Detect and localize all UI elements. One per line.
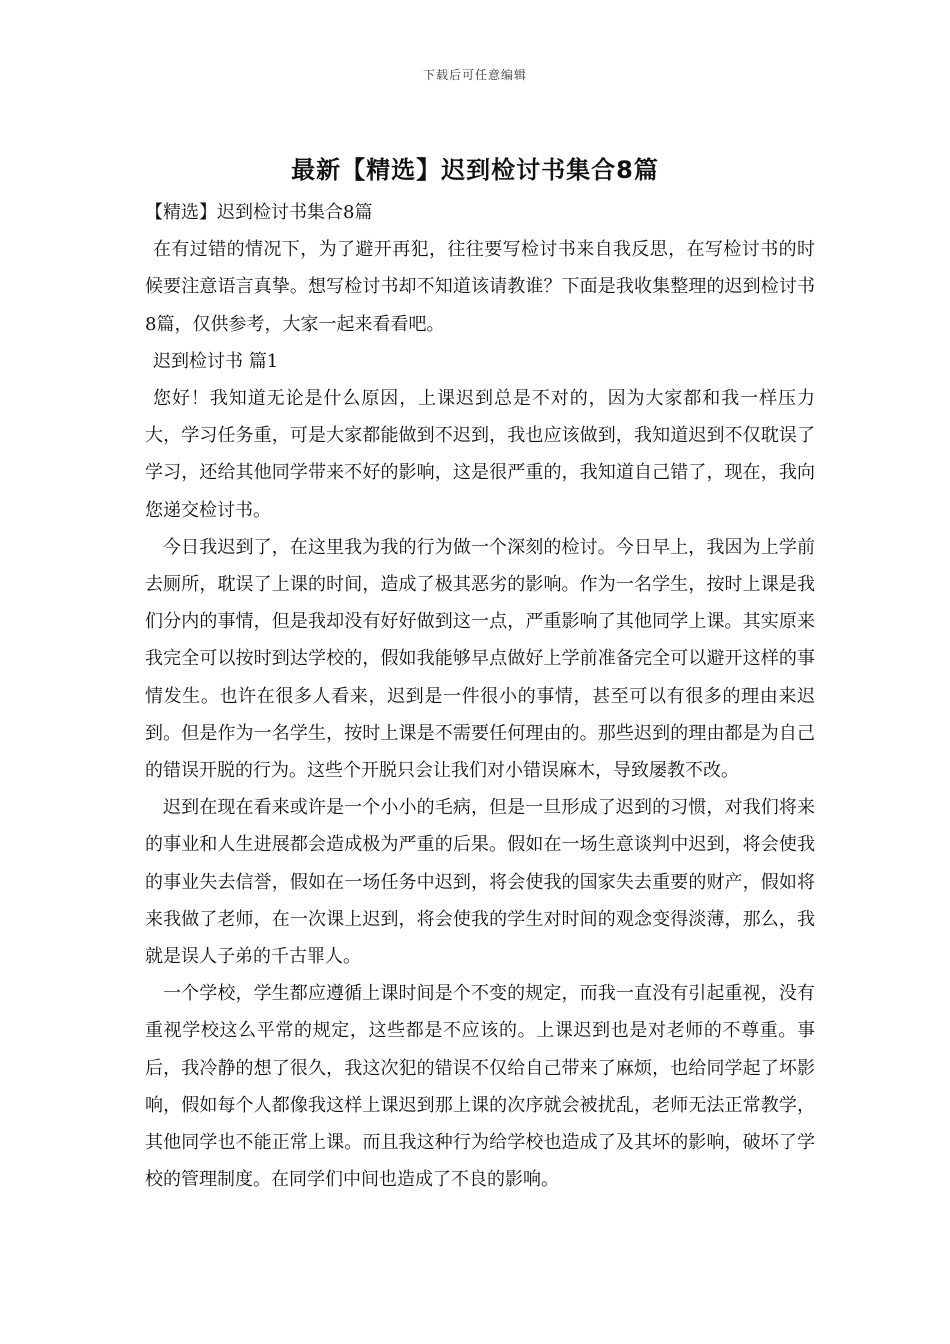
- subtitle-line: 【精选】迟到检讨书集合8篇: [145, 202, 373, 223]
- body-paragraph: 迟到在现在看来或许是一个小小的毛病，但是一旦形成了迟到的习惯，对我们将来的事业和人生进展都会造成极为严重的后果。假如在一场生意谈判中迟到，将会使我的事业失去信誉，假如在一场任务中迟到，将会使我的国家失去重要的财产，假如将来我做了老师，在一次课上迟到，将会使我的学生对时间的观念变得淡薄，那么，我就是误人子弟的千古罪人。: [145, 797, 815, 968]
- intro-paragraph: 在有过错的情况下，为了避开再犯，往往要写检讨书来自我反思，在写检讨书的时候要注意语言真挚。想写检讨书却不知道该请教谁？下面是我收集整理的迟到检讨书8篇，仅供参考，大家一起来看看吧。: [145, 239, 815, 335]
- document-body: [145, 194, 815, 1198]
- body-paragraph: 您好！我知道无论是什么原因，上课迟到总是不对的，因为大家都和我一样压力大，学习任务重，可是大家都能做到不迟到，我也应该做到，我知道迟到不仅耽误了学习，还给其他同学带来不好的影响，这是很严重的，我知道自己错了，现在，我向您递交检讨书。: [145, 388, 815, 521]
- body-paragraph: 一个学校，学生都应遵循上课时间是个不变的规定，而我一直没有引起重视，没有重视学校这么平常的规定，这些都是不应该的。上课迟到也是对老师的不尊重。事后，我冷静的想了很久，我这次犯的错误不仅给自己带来了麻烦，也给同学起了坏影响，假如每个人都像我这样上课迟到那上课的次序就会被扰乱，老师无法正常教学，其他同学也不能正常上课。而且我这种行为给学校也造成了及其坏的影响，破坏了学校的管理制度。在同学们中间也造成了不良的影响。: [145, 983, 815, 1191]
- section-heading: 迟到检讨书 篇1: [153, 350, 279, 372]
- header-note: 下载后可任意编辑: [422, 68, 527, 82]
- document-title: 最新【精选】迟到检讨书集合8篇: [291, 156, 659, 184]
- body-paragraph: 今日我迟到了，在这里我为我的行为做一个深刻的检讨。今日早上，我因为上学前去厕所，耽误了上课的时间，造成了极其恶劣的影响。作为一名学生，按时上课是我们分内的事情，但是我却没有好好做到这一点，严重影响了其他同学上课。其实原来我完全可以按时到达学校的，假如我能够早点做好上学前准备完全可以避开这样的事情发生。也许在很多人看来，迟到是一件很小的事情，甚至可以有很多的理由来迟到。但是作为一名学生，按时上课是不需要任何理由的。那些迟到的理由都是为自己的错误开脱的行为。这些个开脱只会让我们对小错误麻木，导致屡教不改。: [145, 536, 815, 782]
